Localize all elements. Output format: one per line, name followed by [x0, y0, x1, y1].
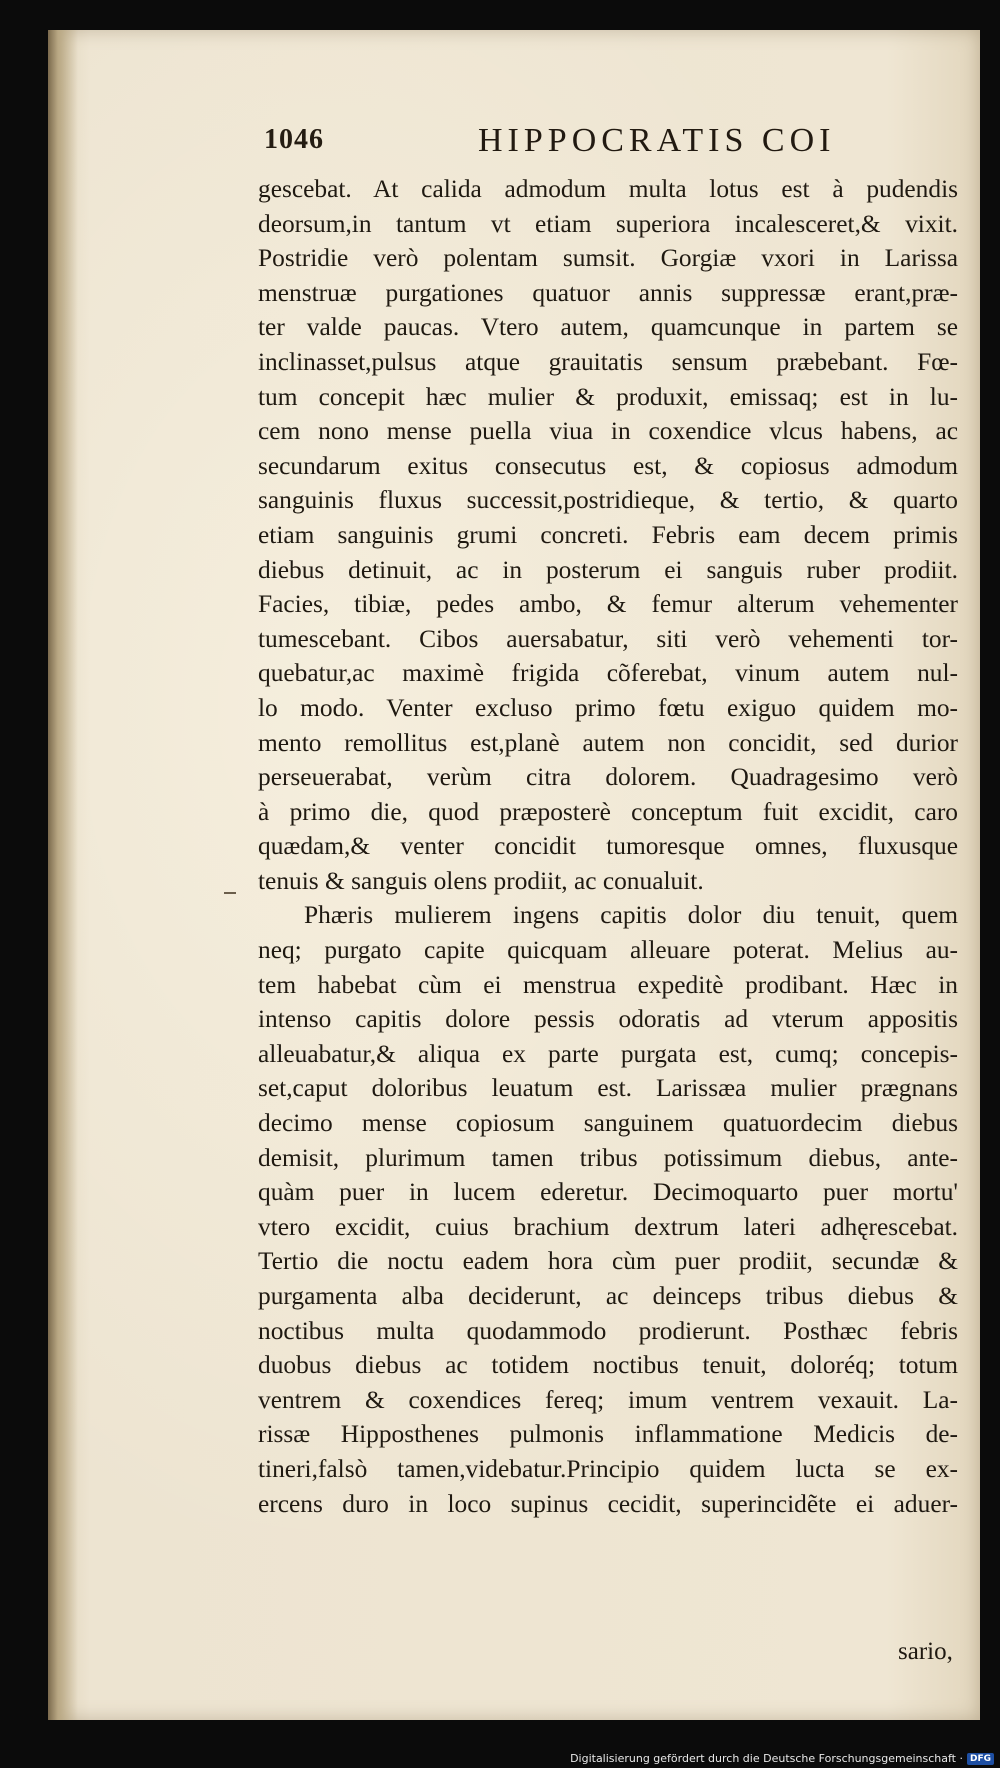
catchword: sario, [898, 1638, 953, 1665]
text-line: perseuerabat, verùm citra dolorem. Quadragesimo verò [258, 763, 958, 792]
text-line: diebus detinuit, ac in posterum ei sanguis ruber prodiit. [258, 555, 958, 584]
text-line: ventrem & coxendices fereq; imum ventrem vexauit. La- [258, 1385, 958, 1414]
margin-mark [224, 892, 236, 894]
running-title: HIPPOCRATIS COI [478, 122, 836, 159]
text-line: set,caput doloribus leuatum est. Larissæa mulier prægnans [258, 1074, 958, 1103]
text-line: Facies, tibiæ, pedes ambo, & femur alterum vehementer [258, 590, 958, 619]
text-line: inclinasset,pulsus atque grauitatis sensum præbebant. Fœ- [258, 347, 958, 376]
text-line: quebatur,ac maximè frigida cõferebat, vinum autem nul- [258, 659, 958, 688]
text-line: neq; purgato capite quicquam alleuare poterat. Melius au- [258, 936, 958, 965]
funding-credit-text: Digitalisierung gefördert durch die Deutsche Forschungsgemeinschaft · [570, 1752, 963, 1765]
text-line: quædam,& venter concidit tumoresque omnes, fluxusque [258, 832, 958, 861]
text-line: tum concepit hæc mulier & produxit, emissaq; est in lu- [258, 382, 958, 411]
text-line: gescebat. At calida admodum multa lotus est à pudendis [258, 175, 958, 203]
dfg-logo: DFG [967, 1753, 994, 1765]
text-line: purgamenta alba deciderunt, ac deinceps tribus diebus & [258, 1282, 958, 1310]
text-line: tem habebat cùm ei menstrua expeditè prodibant. Hæc in [258, 970, 958, 999]
page-number: 1046 [264, 124, 324, 155]
text-line: secundarum exitus consecutus est, & copiosus admodum [258, 451, 958, 480]
text-line: alleuabatur,& aliqua ex parte purgata est, cumq; concepis- [258, 1039, 958, 1068]
text-line: à primo die, quod præposterè conceptum fuit excidit, caro [258, 797, 958, 826]
text-line: ter valde paucas. Vtero autem, quamcunque in partem se [258, 313, 958, 342]
text-line: deorsum,in tantum vt etiam superiora incalesceret,& vixit. [258, 209, 958, 238]
text-line: tineri,falsò tamen,videbatur.Principio quidem lucta se ex- [258, 1454, 958, 1483]
text-line: mento remollitus est,planè autem non concidit, sed durior [258, 728, 958, 757]
text-line: duobus diebus ac totidem noctibus tenuit, doloréq; totum [258, 1351, 958, 1380]
body-text [258, 172, 958, 1521]
text-line: tenuis & sanguis olens prodiit, ac conualuit. [258, 866, 704, 895]
text-line: decimo mense copiosum sanguinem quatuordecim diebus [258, 1109, 958, 1138]
text-line: demisit, plurimum tamen tribus potissimum diebus, ante- [258, 1143, 958, 1172]
text-line: lo modo. Venter excluso primo fœtu exiguo quidem mo- [258, 693, 958, 722]
text-line: intenso capitis dolore pessis odoratis ad vterum appositis [258, 1005, 958, 1034]
binding-gutter [48, 30, 78, 1720]
text-line: sanguinis fluxus successit,postridieque, & tertio, & quarto [258, 486, 958, 515]
text-line: tumescebant. Cibos auersabatur, siti verò vehementi tor- [258, 624, 958, 653]
text-line: etiam sanguinis grumi concreti. Febris eam decem primis [258, 520, 958, 549]
running-head [48, 122, 980, 172]
text-line: quàm puer in lucem ederetur. Decimoquarto puer mortu' [258, 1178, 958, 1207]
text-line: menstruæ purgationes quatuor annis suppressæ erant,præ- [258, 278, 958, 307]
text-line: Phæris mulierem ingens capitis dolor diu tenuit, quem [304, 901, 958, 930]
text-line: rissæ Hipposthenes pulmonis inflammatione Medicis de- [258, 1420, 958, 1449]
text-line: Postridie verò polentam sumsit. Gorgiæ vxori in Larissa [258, 244, 958, 273]
footer-bar [0, 1746, 1000, 1768]
text-line: ercens duro in loco supinus cecidit, superincidẽte ei aduer- [258, 1489, 958, 1518]
book-page [48, 30, 980, 1720]
text-line: vtero excidit, cuius brachium dextrum lateri adhęrescebat. [258, 1212, 958, 1241]
text-line: Tertio die noctu eadem hora cùm puer prodiit, secundæ & [258, 1247, 958, 1276]
text-line: noctibus multa quodammodo prodierunt. Posthæc febris [258, 1316, 958, 1345]
text-line: cem nono mense puella viua in coxendice vlcus habens, ac [258, 417, 958, 446]
funding-credit [570, 1752, 994, 1765]
